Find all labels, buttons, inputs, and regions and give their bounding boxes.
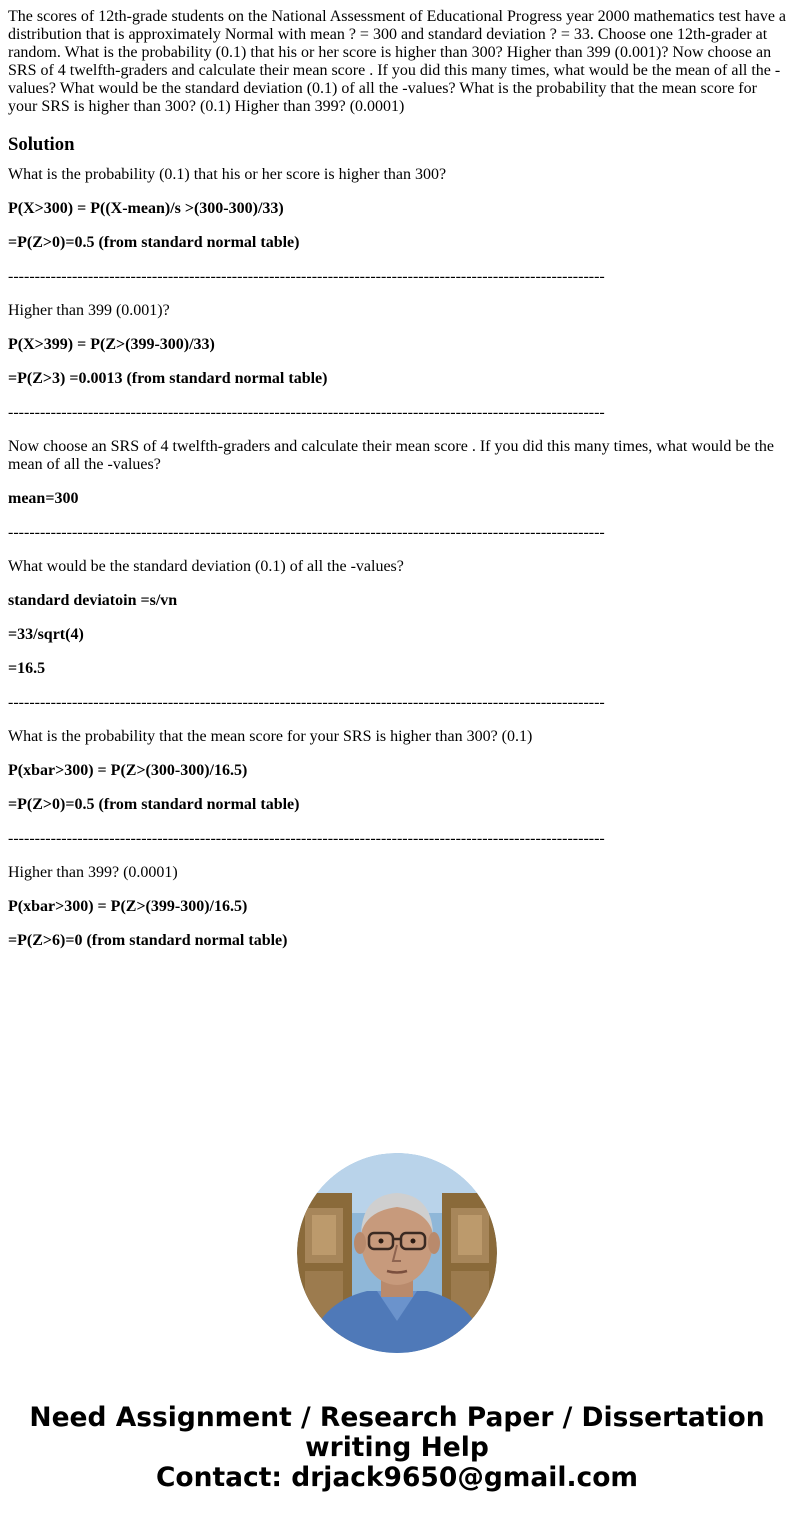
question-prompt: What would be the standard deviation (0.1) of all the -values?	[8, 558, 404, 575]
solution-step: =P(Z>3) =0.0013 (from standard normal table)	[8, 370, 328, 387]
question-prompt: What is the probability (0.1) that his or her score is higher than 300?	[8, 166, 447, 183]
question-prompt: Higher than 399 (0.001)?	[8, 302, 170, 319]
solution-step: P(xbar>300) = P(Z>(300-300)/16.5)	[8, 762, 248, 779]
question-prompt: Higher than 399? (0.0001)	[8, 864, 178, 881]
solution-step: standard deviatoin =s/vn	[8, 592, 178, 609]
solution-step: P(xbar>300) = P(Z>(399-300)/16.5)	[8, 898, 248, 915]
section-divider: ----------------------------------------------------------------------------------------------------------------	[8, 830, 605, 847]
solution-step: P(X>399) = P(Z>(399-300)/33)	[8, 336, 215, 353]
solution-step: mean=300	[8, 490, 79, 507]
section-divider: ----------------------------------------------------------------------------------------------------------------	[8, 694, 605, 711]
banner-contact: Contact: drjack9650@gmail.com	[155, 1462, 639, 1493]
question-prompt: Now choose an SRS of 4 twelfth-graders and calculate their mean score . If you did this many times, what would be the mean of all the -values?	[8, 438, 775, 473]
section-divider: ----------------------------------------------------------------------------------------------------------------	[8, 524, 605, 541]
solution-step: =P(Z>0)=0.5 (from standard normal table)	[8, 234, 300, 251]
solution-step: =P(Z>6)=0 (from standard normal table)	[8, 932, 288, 949]
document-body	[8, 8, 786, 966]
solution-heading: Solution	[8, 134, 75, 155]
section-divider: ----------------------------------------------------------------------------------------------------------------	[8, 268, 605, 285]
solution-step: =16.5	[8, 660, 46, 677]
section-divider: ----------------------------------------------------------------------------------------------------------------	[8, 404, 605, 421]
solution-step: =33/sqrt(4)	[8, 626, 84, 643]
solution-step: P(X>300) = P((X-mean)/s >(300-300)/33)	[8, 200, 284, 217]
author-avatar	[297, 1153, 497, 1353]
question-text: The scores of 12th-grade students on the National Assessment of Educational Progress year 2000 mathematics test have a distribution that is approximately Normal with mean ? = 300 and standard deviation ? = 33. Choose one 12th-grader at random. What is the probability (0.1) that his or her score is higher than 300? Higher than 399 (0.001)? Now choose an SRS of 4 twelfth-graders and calculate their mean score . If you did this many times, what would be the mean of all the -values? What would be the standard deviation (0.1) of all the -values? What is the probability that the mean score for your SRS is higher than 300? (0.1) Higher than 399? (0.0001)	[8, 8, 787, 115]
solution-step: =P(Z>0)=0.5 (from standard normal table)	[8, 796, 300, 813]
banner-line: writing Help	[305, 1432, 489, 1463]
author-portrait-illustration	[297, 1153, 497, 1353]
question-prompt: What is the probability that the mean score for your SRS is higher than 300? (0.1)	[8, 728, 533, 745]
banner-line: Need Assignment / Research Paper / Dissertation	[29, 1402, 765, 1433]
help-banner	[0, 1403, 794, 1493]
